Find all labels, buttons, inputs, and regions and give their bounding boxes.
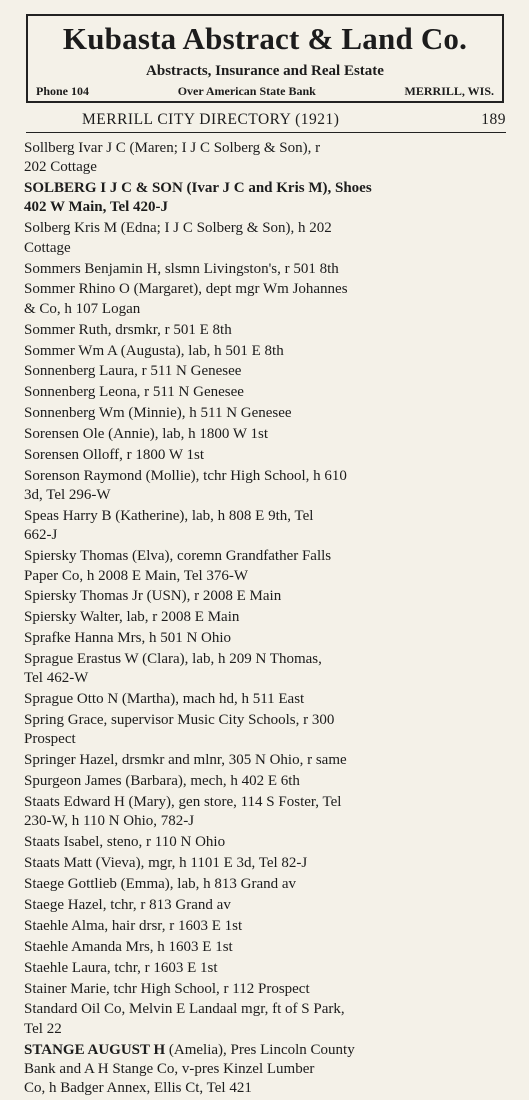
ad-phone: Phone 104 bbox=[36, 84, 90, 98]
entry-line: Speas Harry B (Katherine), lab, h 808 E 9th, Tel bbox=[24, 508, 314, 525]
entry-line: 202 Cottage bbox=[24, 159, 97, 176]
entry-line: 662-J bbox=[24, 527, 58, 544]
directory-entry bbox=[24, 260, 508, 279]
entry-line: Cottage bbox=[24, 239, 71, 256]
directory-entry bbox=[24, 1041, 508, 1099]
directory-entry bbox=[24, 179, 508, 218]
directory-title: MERRILL CITY DIRECTORY (1921) bbox=[82, 111, 340, 128]
entry-line: 402 W Main, Tel 420-J bbox=[24, 199, 169, 216]
entry-line: Staats Edward H (Mary), gen store, 114 S Foster, Tel bbox=[24, 794, 342, 811]
entry-line: Spurgeon James (Barbara), mech, h 402 E 6th bbox=[24, 773, 300, 790]
entry-line: Springer Hazel, drsmkr and mlnr, 305 N Ohio, r same bbox=[24, 752, 347, 769]
entry-line: Standard Oil Co, Melvin E Landaal mgr, ft of S Park, bbox=[24, 1001, 345, 1018]
directory-entry bbox=[24, 917, 508, 936]
ad-subtitle: Abstracts, Insurance and Real Estate bbox=[146, 63, 384, 79]
directory-entry bbox=[24, 547, 508, 586]
entry-line: Staehle Amanda Mrs, h 1603 E 1st bbox=[24, 938, 233, 955]
entry-line: Sprague Erastus W (Clara), lab, h 209 N Thomas, bbox=[24, 651, 322, 668]
entry-line: Paper Co, h 2008 E Main, Tel 376-W bbox=[24, 567, 249, 584]
directory-entry bbox=[24, 383, 508, 402]
entry-line: Sonnenberg Laura, r 511 N Genesee bbox=[24, 363, 242, 380]
directory-entry bbox=[24, 650, 508, 689]
directory-entry bbox=[24, 280, 508, 319]
entry-line: Sprague Otto N (Martha), mach hd, h 511 East bbox=[24, 691, 305, 708]
entry-line: Sollberg Ivar J C (Maren; I J C Solberg & Son), r bbox=[24, 140, 321, 156]
entry-line: Sorenson Raymond (Mollie), tchr High School, h 610 bbox=[24, 467, 347, 484]
directory-entry bbox=[24, 711, 508, 750]
entry-line: Bank and A H Stange Co, v-pres Kinzel Lumber bbox=[24, 1060, 315, 1077]
entry-line: & Co, h 107 Logan bbox=[24, 300, 141, 317]
directory-entry bbox=[24, 139, 508, 178]
entry-line: Spring Grace, supervisor Music City Schools, r 300 bbox=[24, 712, 335, 729]
directory-entry bbox=[24, 772, 508, 791]
directory-entry bbox=[24, 219, 508, 258]
directory-entry bbox=[24, 1000, 508, 1039]
ad-city: MERRILL, WIS. bbox=[404, 84, 494, 98]
directory-entry bbox=[24, 587, 508, 606]
entry-line: Tel 22 bbox=[24, 1020, 62, 1037]
advertisement-box bbox=[26, 14, 504, 103]
entry-line: Sommers Benjamin H, slsmn Livingston's, r 501 8th bbox=[24, 260, 339, 277]
entry-line: Staats Matt (Vieva), mgr, h 1101 E 3d, Tel 82-J bbox=[24, 855, 308, 872]
directory-entry bbox=[24, 608, 508, 627]
entry-bold-name: STANGE AUGUST H bbox=[24, 1041, 166, 1058]
entry-line: Sommer Rhino O (Margaret), dept mgr Wm Johannes bbox=[24, 281, 348, 298]
directory-entry bbox=[24, 896, 508, 915]
directory-entry bbox=[24, 980, 508, 999]
directory-entry bbox=[24, 959, 508, 978]
directory-entry bbox=[24, 404, 508, 423]
entry-line: 230-W, h 110 N Ohio, 782-J bbox=[24, 813, 195, 830]
directory-entry bbox=[24, 425, 508, 444]
entry-line: Sorensen Olloff, r 1800 W 1st bbox=[24, 446, 204, 463]
entry-line: Sommer Wm A (Augusta), lab, h 501 E 8th bbox=[24, 342, 284, 359]
entry-line: Sonnenberg Wm (Minnie), h 511 N Genesee bbox=[24, 405, 292, 422]
running-head bbox=[26, 111, 506, 133]
entry-line: Staehle Alma, hair drsr, r 1603 E 1st bbox=[24, 917, 243, 934]
entry-line: Staege Gottlieb (Emma), lab, h 813 Grand av bbox=[24, 876, 297, 893]
entry-line: STANGE AUGUST H (Amelia), Pres Lincoln County bbox=[24, 1041, 355, 1058]
directory-entry bbox=[24, 793, 508, 832]
entry-line: Spiersky Thomas (Elva), coremn Grandfather Falls bbox=[24, 548, 332, 565]
entry-line: Staege Hazel, tchr, r 813 Grand av bbox=[24, 897, 231, 914]
directory-entry bbox=[24, 751, 508, 770]
directory-entry bbox=[24, 629, 508, 648]
directory-entry bbox=[24, 875, 508, 894]
ad-contact-row bbox=[28, 82, 502, 100]
entry-line: Spiersky Thomas Jr (USN), r 2008 E Main bbox=[24, 588, 282, 605]
directory-entry bbox=[24, 854, 508, 873]
entry-line: 3d, Tel 296-W bbox=[24, 487, 111, 504]
directory-entry bbox=[24, 690, 508, 709]
entry-line: Staehle Laura, tchr, r 1603 E 1st bbox=[24, 959, 218, 976]
entry-line: Staats Isabel, steno, r 110 N Ohio bbox=[24, 834, 226, 851]
entry-line: Sonnenberg Leona, r 511 N Genesee bbox=[24, 384, 244, 401]
directory-entry bbox=[24, 321, 508, 340]
directory-entry bbox=[24, 833, 508, 852]
entry-line: Sorensen Ole (Annie), lab, h 1800 W 1st bbox=[24, 426, 268, 443]
ad-title: Kubasta Abstract & Land Co. bbox=[62, 21, 468, 56]
entry-line: Prospect bbox=[24, 731, 76, 748]
ad-location: Over American State Bank bbox=[177, 84, 316, 98]
entry-line: Tel 462-W bbox=[24, 670, 89, 687]
entry-line: Sprafke Hanna Mrs, h 501 N Ohio bbox=[24, 630, 232, 647]
directory-entries bbox=[24, 139, 508, 1100]
directory-entry bbox=[24, 342, 508, 361]
entry-line: Spiersky Walter, lab, r 2008 E Main bbox=[24, 609, 240, 626]
entry-line: Co, h Badger Annex, Ellis Ct, Tel 421 bbox=[24, 1080, 252, 1097]
page-number: 189 bbox=[481, 111, 506, 128]
entry-line: SOLBERG I J C & SON (Ivar J C and Kris M), Shoes bbox=[24, 180, 372, 197]
directory-entry bbox=[24, 446, 508, 465]
directory-entry bbox=[24, 938, 508, 957]
directory-entry bbox=[24, 467, 508, 506]
entry-line: Solberg Kris M (Edna; I J C Solberg & Son), h 202 bbox=[24, 220, 332, 237]
directory-entry bbox=[24, 507, 508, 546]
entry-line: Sommer Ruth, drsmkr, r 501 E 8th bbox=[24, 321, 232, 338]
directory-entry bbox=[24, 362, 508, 381]
entry-line: Stainer Marie, tchr High School, r 112 Prospect bbox=[24, 980, 310, 997]
